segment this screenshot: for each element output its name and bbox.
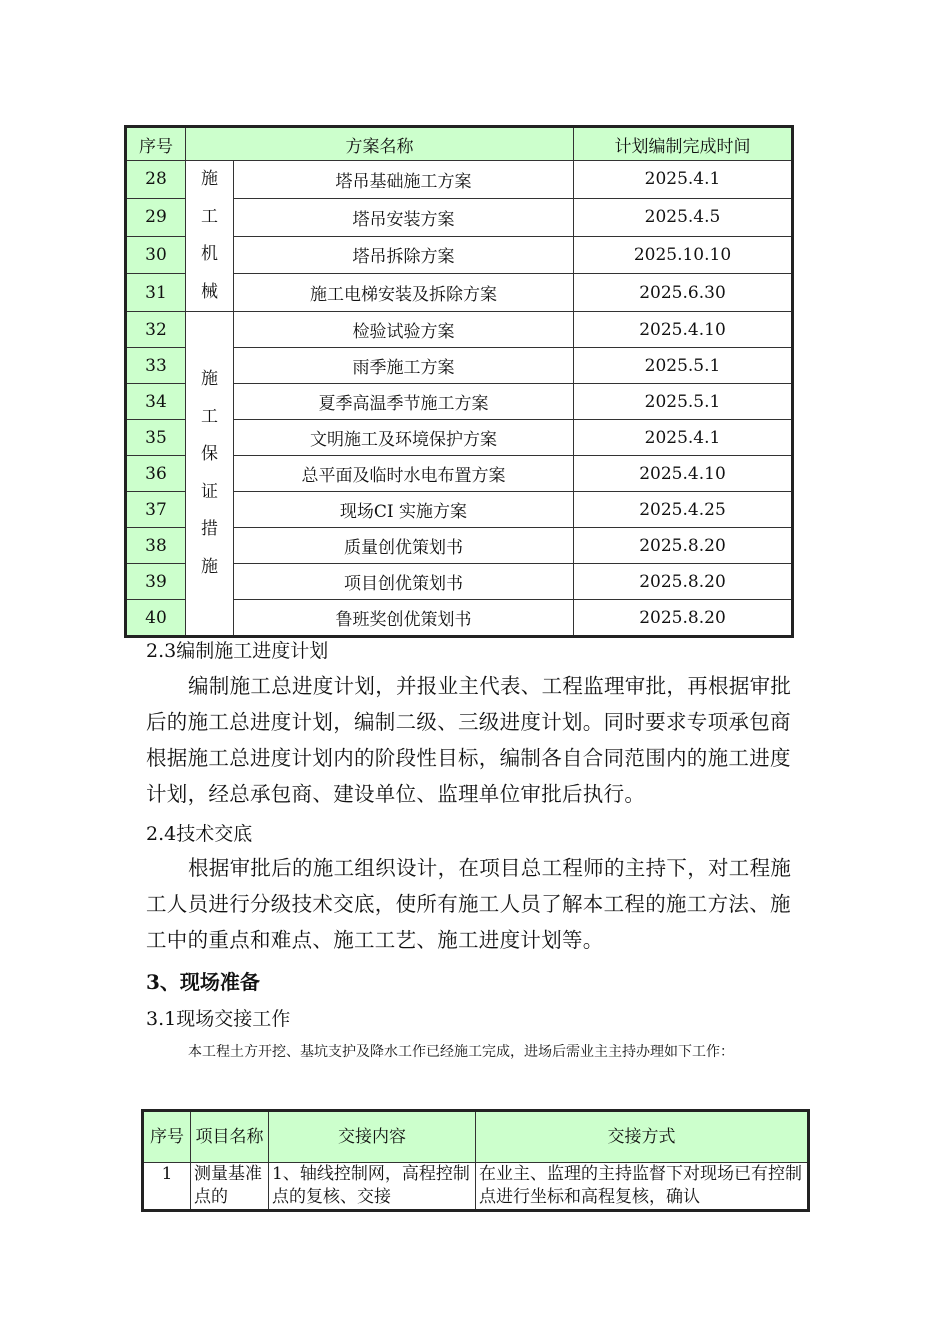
row-name: 施工电梯安装及拆除方案 (234, 274, 574, 312)
row-name: 质量创优策划书 (234, 528, 574, 564)
row-no: 32 (126, 312, 186, 348)
heading-2-4: 2.4技术交底 (146, 823, 253, 845)
row-no: 1 (143, 1163, 191, 1211)
row-date: 2025.8.20 (574, 564, 793, 600)
row-date: 2025.4.10 (574, 312, 793, 348)
row-no: 33 (126, 348, 186, 384)
table-header-row (143, 1111, 809, 1163)
header-content: 交接内容 (269, 1111, 476, 1163)
heading-3-1: 3.1现场交接工作 (146, 1008, 291, 1030)
row-no: 39 (126, 564, 186, 600)
row-no: 34 (126, 384, 186, 420)
row-no: 36 (126, 456, 186, 492)
row-no: 31 (126, 274, 186, 312)
row-no: 37 (126, 492, 186, 528)
row-date: 2025.6.30 (574, 274, 793, 312)
table-header-row (126, 127, 793, 161)
row-name: 塔吊基础施工方案 (234, 161, 574, 199)
row-date: 2025.8.20 (574, 600, 793, 637)
row-method: 在业主、监理的主持监督下对现场已有控制点进行坐标和高程复核，确认 (476, 1163, 809, 1211)
row-no: 38 (126, 528, 186, 564)
row-date: 2025.5.1 (574, 348, 793, 384)
row-no: 35 (126, 420, 186, 456)
paragraph-3-1: 本工程土方开挖、基坑支护及降水工作已经施工完成，进场后需业主主持办理如下工作： (188, 1044, 734, 1060)
heading-2-3: 2.3编制施工进度计划 (146, 640, 329, 662)
table-row (126, 312, 793, 348)
handover-table (141, 1109, 810, 1212)
row-no: 40 (126, 600, 186, 637)
group-label-assurance: 施 工 保 证 措 施 (186, 312, 234, 637)
row-content: 1、轴线控制网，高程控制点的复核、交接 (269, 1163, 476, 1211)
row-no: 30 (126, 236, 186, 274)
row-no: 29 (126, 198, 186, 236)
row-no: 28 (126, 161, 186, 199)
row-name: 检验试验方案 (234, 312, 574, 348)
row-name: 总平面及临时水电布置方案 (234, 456, 574, 492)
table-row (126, 161, 793, 199)
row-item: 测量基准点的 (191, 1163, 269, 1211)
row-name: 项目创优策划书 (234, 564, 574, 600)
header-plan-date: 计划编制完成时间 (574, 127, 793, 161)
group-label-machinery: 施 工 机 械 (186, 161, 234, 312)
header-item: 项目名称 (191, 1111, 269, 1163)
header-plan-name: 方案名称 (186, 127, 574, 161)
row-name: 雨季施工方案 (234, 348, 574, 384)
row-date: 2025.4.25 (574, 492, 793, 528)
row-date: 2025.5.1 (574, 384, 793, 420)
header-method: 交接方式 (476, 1111, 809, 1163)
row-name: 鲁班奖创优策划书 (234, 600, 574, 637)
row-name: 塔吊安装方案 (234, 198, 574, 236)
header-no: 序号 (143, 1111, 191, 1163)
row-date: 2025.4.10 (574, 456, 793, 492)
row-date: 2025.10.10 (574, 236, 793, 274)
row-date: 2025.8.20 (574, 528, 793, 564)
table-row (143, 1163, 809, 1211)
row-name: 现场CI 实施方案 (234, 492, 574, 528)
row-name: 夏季高温季节施工方案 (234, 384, 574, 420)
row-name: 文明施工及环境保护方案 (234, 420, 574, 456)
plan-schedule-table (124, 125, 794, 638)
row-name: 塔吊拆除方案 (234, 236, 574, 274)
row-date: 2025.4.1 (574, 161, 793, 199)
row-date: 2025.4.1 (574, 420, 793, 456)
header-no: 序号 (126, 127, 186, 161)
paragraph-2-3: 编制施工总进度计划，并报业主代表、工程监理审批，再根据审批后的施工总进度计划，编制二级、三级进度计划。同时要求专项承包商根据施工总进度计划内的阶段性目标，编制各自合同范围内的施工进度计划，经总承包商、建设单位、监理单位审批后执行。 (146, 674, 792, 806)
heading-3: 3、现场准备 (146, 970, 260, 994)
paragraph-2-4: 根据审批后的施工组织设计，在项目总工程师的主持下，对工程施工人员进行分级技术交底，使所有施工人员了解本工程的施工方法、施工中的重点和难点、施工工艺、施工进度计划等。 (146, 856, 792, 952)
row-date: 2025.4.5 (574, 198, 793, 236)
